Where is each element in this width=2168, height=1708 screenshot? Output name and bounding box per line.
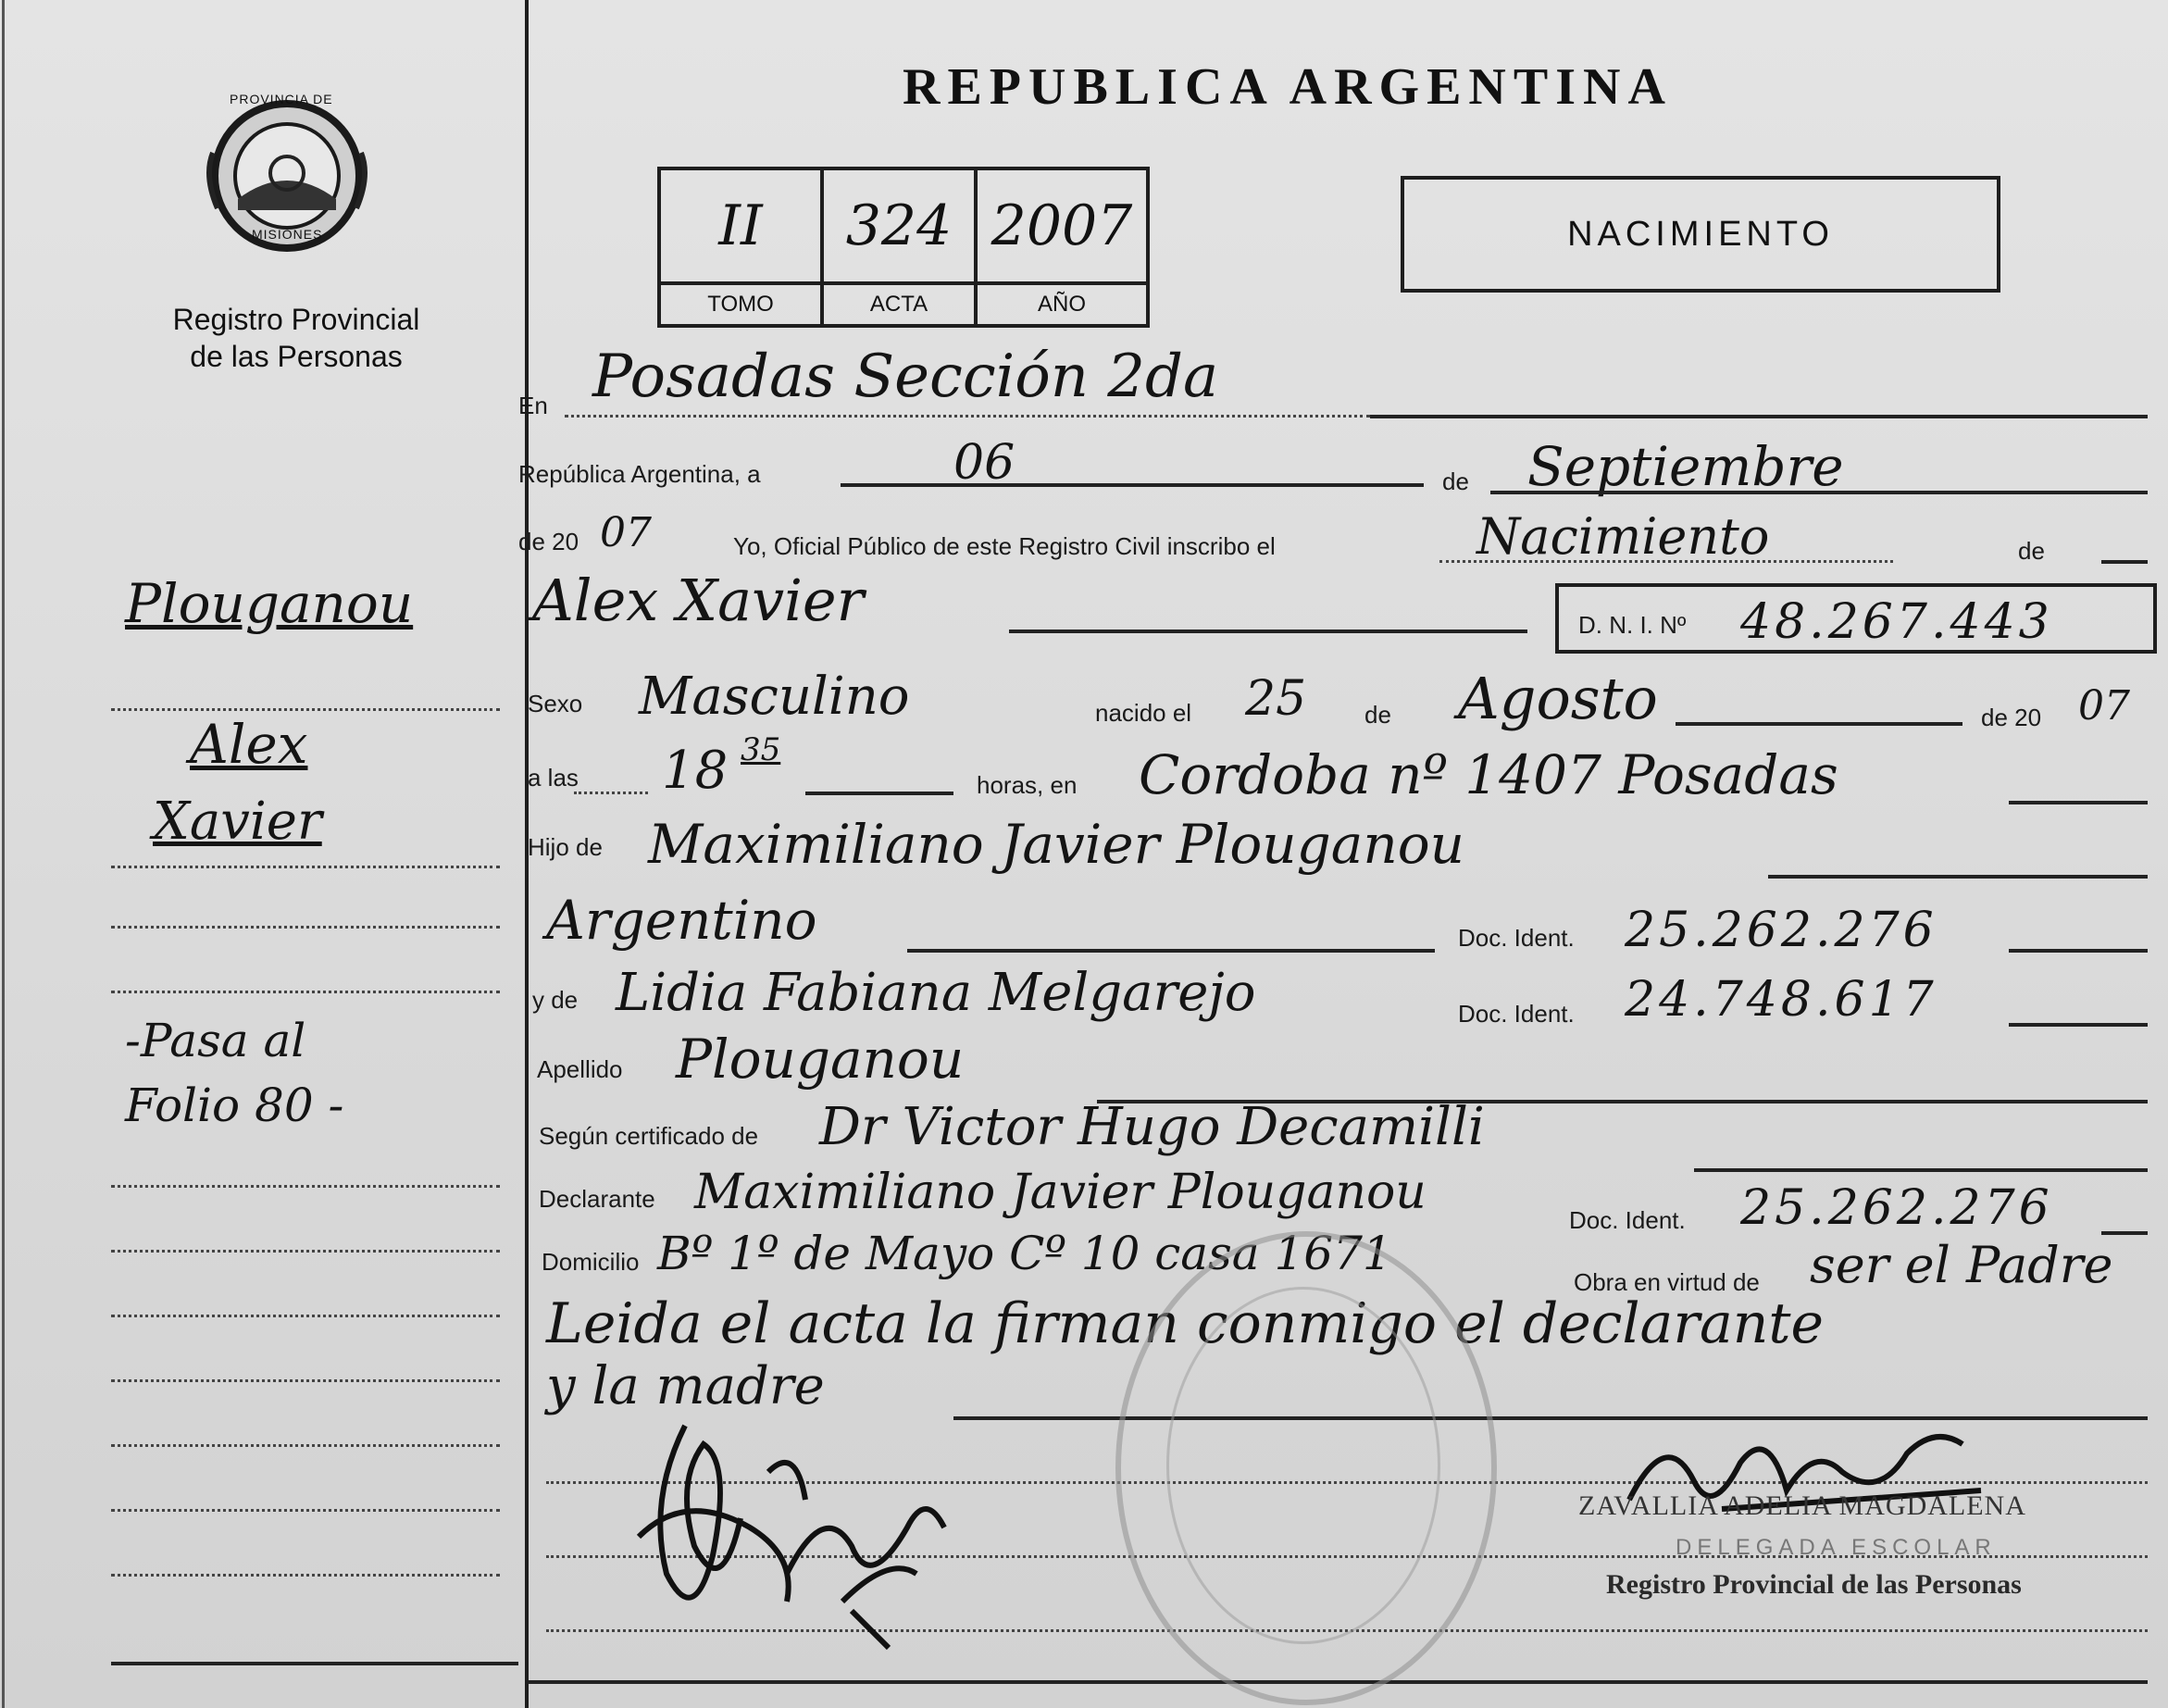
- anio-value: 2007: [976, 168, 1148, 283]
- declarant-name: Maximiliano Javier Plouganou: [694, 1165, 1427, 1220]
- line: [1676, 722, 1962, 726]
- official-name: ZAVALLIA ADELIA MAGDALENA: [1578, 1490, 2026, 1521]
- registry-line-1: Registro Provincial: [172, 303, 420, 336]
- line: [1768, 875, 2148, 879]
- emblem-top-text: PROVINCIA DE: [230, 92, 333, 106]
- doc-label-2: Doc. Ident.: [1458, 1000, 1575, 1028]
- country-title: REPUBLICA ARGENTINA: [903, 58, 1673, 116]
- record-type: NACIMIENTO: [1567, 214, 1834, 254]
- margin-rule: [111, 1379, 500, 1382]
- emblem-bottom-text: MISIONES: [252, 227, 323, 242]
- year-suffix: 07: [600, 509, 652, 556]
- father-nationality: Argentino: [546, 889, 817, 952]
- margin-rule: [111, 708, 500, 711]
- line: [1694, 1168, 2148, 1172]
- margin-rule: [111, 866, 500, 868]
- month-value: Septiembre: [1527, 435, 1844, 498]
- minutes-value: 35: [741, 731, 781, 768]
- en-label: En: [518, 392, 548, 419]
- margin-bottom-rule: [111, 1662, 518, 1665]
- left-edge-line: [2, 0, 5, 1708]
- birth-month: Agosto: [1458, 665, 1658, 732]
- a-las-label: a las: [528, 764, 579, 792]
- line: [907, 949, 1435, 953]
- closing-text: Leida el acta la firman conmigo el declarante: [546, 1291, 1825, 1356]
- surname-value: Plouganou: [676, 1028, 965, 1091]
- father-doc: 25.262.276: [1625, 903, 1937, 958]
- obra-value: ser el Padre: [1810, 1236, 2113, 1294]
- address-value: Bº 1º de Mayo Cº 10 casa 1671: [657, 1227, 1392, 1280]
- line: [565, 415, 1370, 418]
- margin-rule: [111, 926, 500, 929]
- official-org: Registro Provincial de las Personas: [1606, 1569, 2022, 1600]
- margin-note-2: Folio 80 -: [125, 1078, 344, 1132]
- line: [1009, 630, 1527, 633]
- line: [574, 792, 648, 794]
- sexo-value: Masculino: [639, 667, 910, 727]
- line: [2101, 1231, 2148, 1235]
- doc-label-3: Doc. Ident.: [1569, 1206, 1686, 1234]
- doc-label: Doc. Ident.: [1458, 924, 1575, 952]
- official-title: DELEGADA ESCOLAR: [1676, 1535, 1997, 1560]
- acta-label: ACTA: [822, 283, 976, 326]
- line: [2009, 1023, 2148, 1027]
- tomo-label: TOMO: [659, 283, 822, 326]
- acto-value: Nacimiento: [1476, 507, 1770, 566]
- de2-label: de: [2018, 537, 2045, 565]
- line: [2009, 949, 2148, 953]
- margin-rule: [111, 1315, 500, 1317]
- birth-day: 25: [1245, 671, 1307, 727]
- margin-surname: Plouganou: [125, 572, 414, 635]
- margin-note-1: -Pasa al: [125, 1014, 306, 1067]
- registry-line-2: de las Personas: [190, 340, 403, 373]
- child-name: Alex Xavier: [532, 567, 865, 634]
- hour-value: 18: [662, 741, 729, 801]
- margin-name-1: Alex: [190, 713, 308, 776]
- anio-label: AÑO: [976, 283, 1148, 326]
- declarante-label: Declarante: [539, 1185, 655, 1213]
- certificado-label: Según certificado de: [539, 1122, 759, 1150]
- oficial-label: Yo, Oficial Público de este Registro Civil inscribo el: [733, 532, 1276, 560]
- horas-en-label: horas, en: [977, 771, 1078, 799]
- yde-label: y de: [532, 986, 579, 1014]
- line: [1439, 560, 1893, 563]
- doctor-name: Dr Victor Hugo Decamilli: [819, 1097, 1485, 1157]
- place-of-birth: Cordoba nº 1407 Posadas: [1139, 743, 1838, 806]
- closing-text-2: y la madre: [546, 1356, 825, 1416]
- dni-value: 48.267.443: [1740, 594, 2053, 650]
- tomo-value: II: [659, 168, 822, 283]
- mother-doc: 24.748.617: [1625, 972, 1937, 1028]
- declarant-doc: 25.262.276: [1740, 1180, 2053, 1236]
- line: [805, 792, 953, 795]
- margin-rule: [111, 1444, 500, 1447]
- margin-rule: [111, 991, 500, 993]
- margin-rule: [111, 1185, 500, 1188]
- registry-number-table: [657, 167, 1150, 328]
- domicilio-label: Domicilio: [542, 1248, 640, 1276]
- nacido-label: nacido el: [1095, 699, 1192, 727]
- hijo-label: Hijo de: [528, 833, 603, 861]
- margin-rule: [111, 1250, 500, 1253]
- line: [1370, 415, 2148, 418]
- margin-rule: [111, 1574, 500, 1577]
- republica-label: República Argentina, a: [518, 460, 761, 488]
- de-label: de: [1442, 468, 1469, 495]
- margin-rule: [111, 1509, 500, 1512]
- registry-seal-inner: [1166, 1287, 1440, 1644]
- line: [2101, 560, 2148, 564]
- birth-year: 07: [2078, 682, 2130, 729]
- father-name: Maximiliano Javier Plouganou: [648, 813, 1464, 876]
- de3-label: de: [1364, 701, 1391, 729]
- margin-name-2: Xavier: [153, 792, 322, 852]
- dni-label: D. N. I. Nº: [1578, 611, 1687, 639]
- line: [2009, 801, 2148, 804]
- record-type-box: [1401, 176, 2000, 293]
- apellido-label: Apellido: [537, 1055, 623, 1083]
- obra-label: Obra en virtud de: [1574, 1268, 1760, 1296]
- place-value: Posadas Sección 2da: [592, 343, 1219, 411]
- registry-name: [120, 301, 472, 375]
- signature-declarant-icon: [611, 1389, 1000, 1666]
- day-value: 06: [953, 435, 1015, 491]
- line: [841, 483, 1424, 487]
- acta-value: 324: [822, 168, 976, 283]
- de20-label: de 20: [1981, 704, 2042, 731]
- sexo-label: Sexo: [528, 690, 583, 717]
- year-prefix: de 20: [518, 528, 579, 555]
- line: [1490, 491, 2148, 494]
- mother-name: Lidia Fabiana Melgarejo: [616, 963, 1256, 1023]
